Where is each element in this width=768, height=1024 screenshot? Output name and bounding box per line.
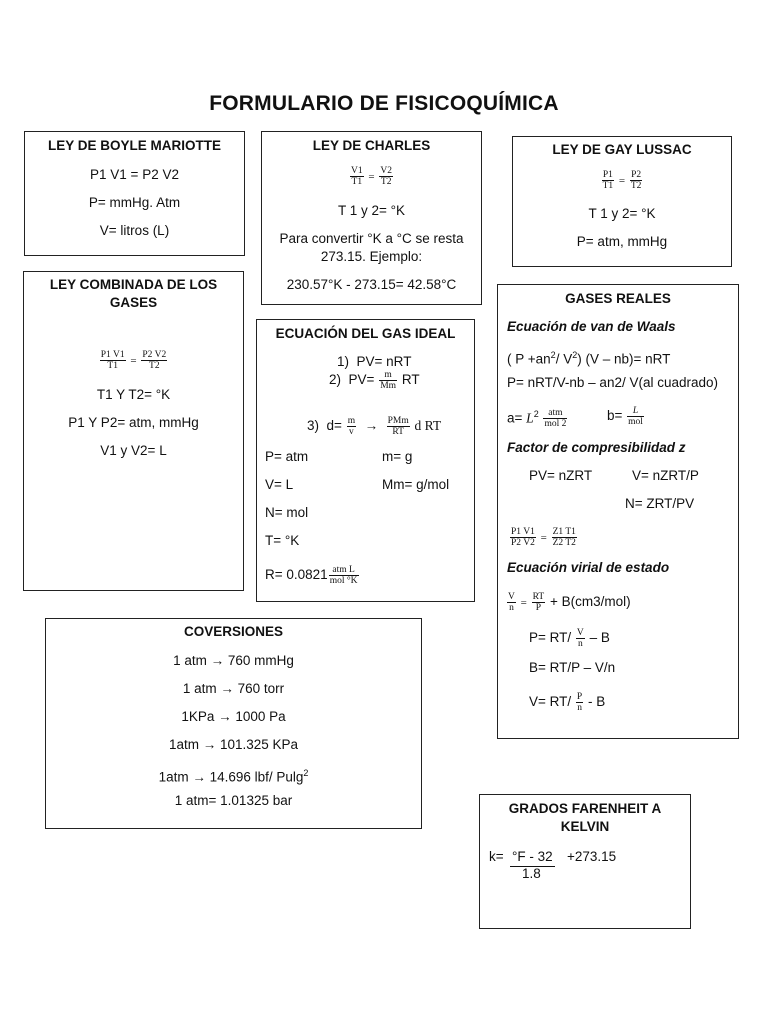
ideal-item-3: 3) d= $\frac{m}{v}$ → $\frac{\text{PMm}}{RT}$ d RT: [307, 416, 442, 437]
z-v: V= nZRT/P: [632, 468, 699, 483]
ideal-m-unit: m= g: [382, 449, 413, 464]
virial-equation-3: B= RT/P – V/n: [529, 660, 616, 675]
kelvin-formula-denominator: 1.8: [522, 866, 541, 881]
combined-equation: $\frac{P1 V1}{T1}$ = $\frac{P2 V2}{T2}$: [100, 350, 167, 371]
gay-temps: T 1 y 2= °K: [588, 206, 656, 221]
virial-equation-2: P= RT/ $\frac{V}{n}$ – B: [529, 628, 610, 649]
ideal-item-2: 2) PV= $\frac{m}{Mm}$ RT: [329, 370, 420, 391]
combined-temps: T1 Y T2= °K: [96, 387, 171, 402]
ideal-r-constant: R= 0.0821 $\frac{\text{atm L}}{\text{mol °K}}$: [265, 565, 358, 586]
combined-heading-line-1: LEY COMBINADA DE LOS: [49, 277, 218, 292]
vdw-pressure: P= nRT/V-nb – an2/ V(al cuadrado): [507, 375, 719, 390]
combined-pressures: P1 Y P2= atm, mmHg: [68, 415, 199, 430]
virial-title: Ecuación virial de estado: [507, 560, 670, 575]
virial-equation-4: V= RT/ $\frac{P}{n}$ - B: [529, 692, 606, 713]
charles-convert-line-1: Para convertir °K a °C se resta: [279, 231, 464, 246]
boyle-formula: P1 V1 = P2 V2: [90, 167, 179, 182]
ideal-mm-unit: Mm= g/mol: [382, 477, 450, 492]
ideal-gas-box: [256, 319, 475, 602]
conversion-row: 1atm → 14.696 lbf/ Pulg$^2$: [158, 768, 309, 785]
boyle-heading: LEY DE BOYLE MARIOTTE: [47, 138, 221, 153]
charles-heading: LEY DE CHARLES: [312, 138, 431, 153]
charles-equation: $\frac{V1}{T1}$ = $\frac{V2}{T2}$: [351, 166, 392, 187]
conversions-heading: COVERSIONES: [183, 624, 284, 639]
z-factor-title: Factor de compresibilidad z: [507, 440, 686, 455]
real-heading: GASES REALES: [565, 291, 671, 306]
vdw-equation: ( $P +an^2/$ $V^2$) (V – nb)= nRT: [507, 350, 671, 367]
conversion-row: 1 atm → 760 torr: [182, 681, 285, 696]
kelvin-formula-prefix: k=: [489, 849, 504, 864]
gay-equation: $\frac{P1}{T1}$ = $\frac{P2}{T2}$: [602, 170, 642, 191]
fahrenheit-heading-line-1: GRADOS FARENHEIT A: [508, 801, 662, 816]
z-pv: PV= nZRT: [529, 468, 593, 483]
conversion-row: 1KPa → 1000 Pa: [181, 709, 286, 724]
boyle-units-pressure: P= mmHg. Atm: [88, 195, 181, 210]
ideal-p-unit: P= atm: [265, 449, 309, 464]
kelvin-formula-numerator: °F - 32: [510, 849, 555, 867]
conversion-row: 1 atm= 1.01325 bar: [174, 793, 293, 808]
charles-box: [261, 131, 482, 305]
ideal-heading: ECUACIÓN DEL GAS IDEAL: [275, 326, 456, 341]
page-title: FORMULARIO DE FISICOQUÍMICA: [209, 92, 559, 115]
fahrenheit-heading-line-2: KELVIN: [560, 819, 610, 834]
gay-heading: LEY DE GAY LUSSAC: [552, 142, 692, 157]
charles-example: 230.57°K - 273.15= 42.58°C: [286, 277, 457, 292]
conversions-box: [45, 618, 422, 829]
vdw-b-constant: b= $\frac{L}{\text{mol}}$: [607, 406, 643, 427]
z-equation: $\frac{P1 V1}{P2 V2}$ = $\frac{Z1 T1}{Z2 T2}$: [511, 527, 576, 548]
boyle-units-volume: V= litros (L): [99, 223, 170, 238]
z-n: N= ZRT/PV: [625, 496, 695, 511]
fahrenheit-kelvin-box: [479, 794, 691, 929]
vdw-a-constant: $a= L^2$ $\frac{\text{atm}}{\text{mol 2}}$: [507, 408, 567, 430]
real-gases-box: [497, 284, 739, 739]
combined-law-box: [23, 271, 244, 591]
gay-units-pressure: P= atm, mmHg: [576, 234, 668, 249]
ideal-item-1: 1) PV= nRT: [337, 354, 412, 369]
charles-temps: T 1 y 2= °K: [337, 203, 406, 218]
vdw-title: Ecuación de van de Waals: [507, 319, 676, 334]
conversion-row: 1 atm → 760 mmHg: [173, 653, 294, 668]
gay-lussac-box: [512, 136, 732, 267]
ideal-n-unit: N= mol: [265, 505, 309, 520]
charles-convert-line-2: 273.15. Ejemplo:: [320, 249, 423, 264]
combined-volumes: V1 y V2= L: [100, 443, 167, 458]
combined-heading-line-2: GASES: [109, 295, 158, 310]
ideal-t-unit: T= °K: [265, 533, 300, 548]
virial-equation-1: $\frac{V}{n}$ = $\frac{RT}{P}$ + B(cm3/mol): [508, 592, 631, 613]
conversion-row: 1atm → 101.325 KPa: [168, 737, 299, 752]
boyle-mariotte-box: [24, 131, 245, 256]
kelvin-formula-plus: +273.15: [567, 849, 617, 864]
ideal-v-unit: V= L: [265, 477, 294, 492]
